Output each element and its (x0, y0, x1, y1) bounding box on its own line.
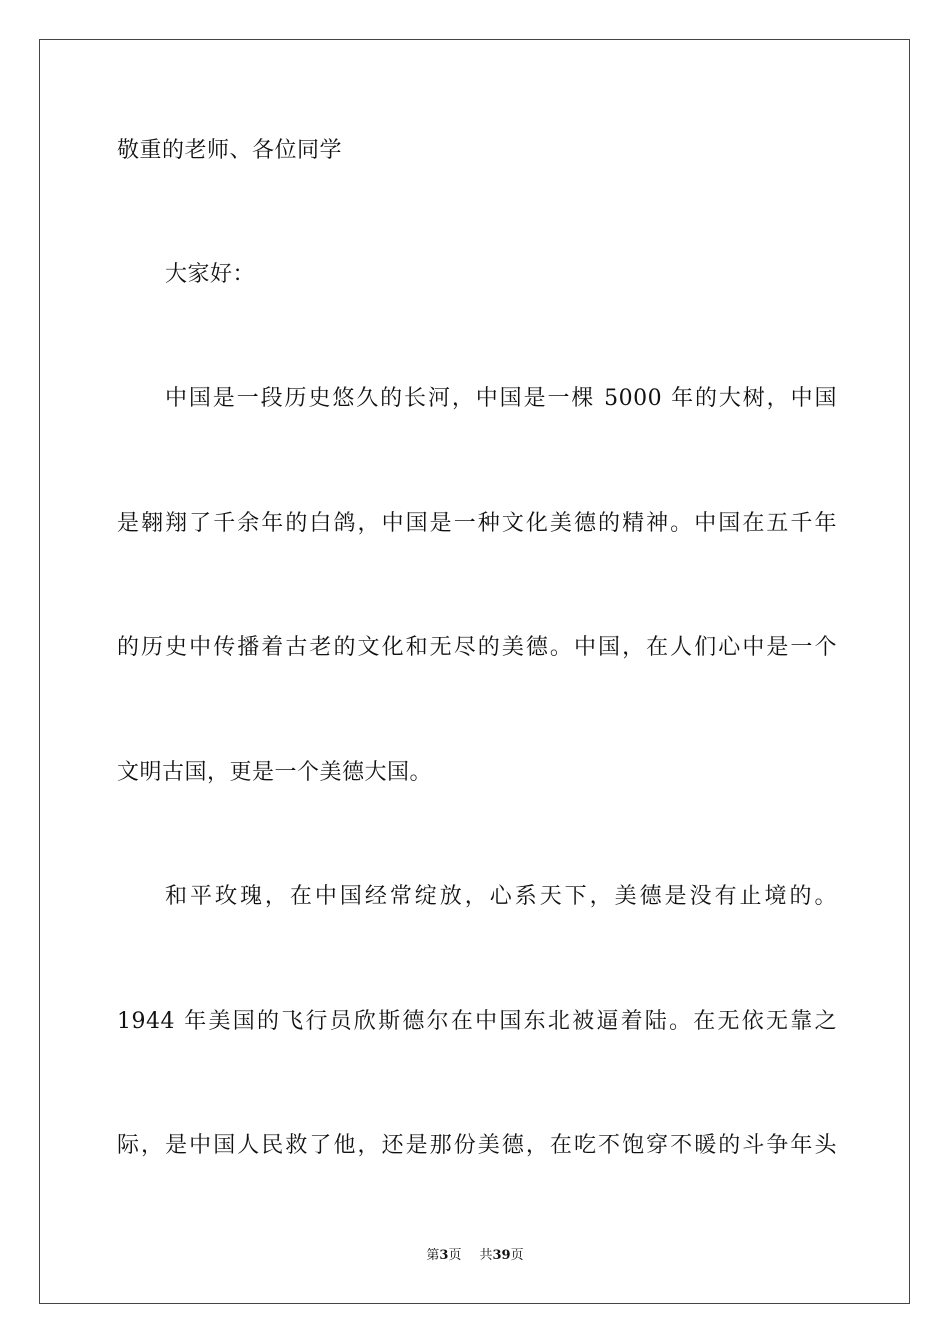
paragraph-1-line-1: 中国是一段历史悠久的长河，中国是一棵 5000 年的大树，中国 (165, 386, 837, 411)
paragraph-2-line-1: 和平玫瑰，在中国经常绽放，心系天下，美德是没有止境的。 (165, 884, 837, 909)
page-border (39, 39, 910, 1304)
page-number: 3 (439, 1248, 449, 1263)
total-prefix: 共 (479, 1248, 493, 1263)
greeting-line: 敬重的老师、各位同学 (117, 138, 343, 163)
paragraph-2-line-2: 1944 年美国的飞行员欣斯德尔在中国东北被逼着陆。在无依无靠之 (117, 1009, 837, 1034)
paragraph-1-line-2: 是翱翔了千余年的白鸽，中国是一种文化美德的精神。中国在五千年 (117, 511, 837, 536)
total-pages: 39 (492, 1248, 511, 1263)
paragraph-1-line-4: 文明古国，更是一个美德大国。 (117, 760, 433, 785)
total-suffix: 页 (510, 1248, 524, 1263)
page-footer (0, 1247, 950, 1265)
salutation-line: 大家好： (165, 262, 256, 287)
page-suffix: 页 (448, 1248, 462, 1263)
page-prefix: 第 (426, 1248, 440, 1263)
paragraph-1-line-3: 的历史中传播着古老的文化和无尽的美德。中国，在人们心中是一个 (117, 635, 837, 660)
paragraph-2-line-3: 际，是中国人民救了他，还是那份美德，在吃不饱穿不暖的斗争年头 (117, 1133, 837, 1158)
